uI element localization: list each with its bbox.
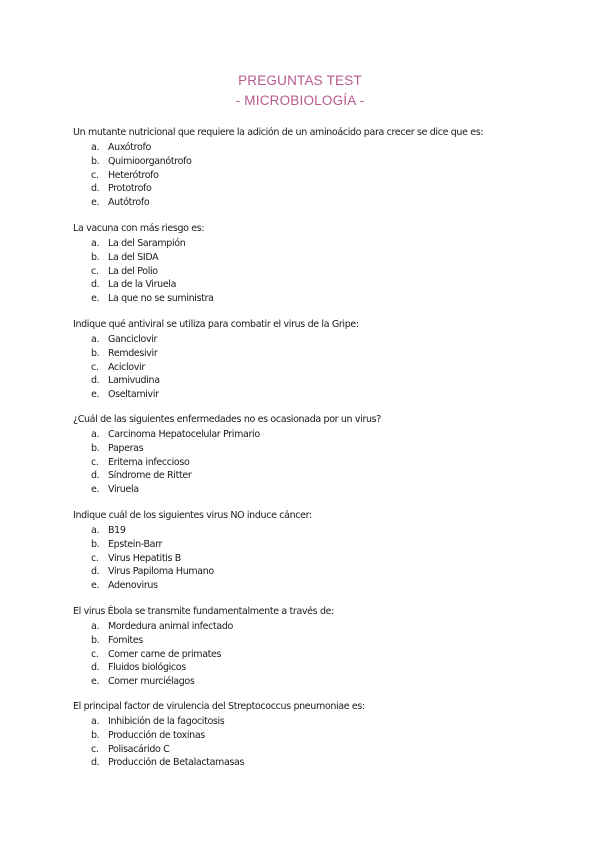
option-a <box>73 428 381 442</box>
option-letter: d. <box>91 757 100 769</box>
option-d <box>73 661 334 675</box>
question-2 <box>73 222 214 305</box>
option-letter: c. <box>91 648 99 660</box>
option-c <box>73 455 381 469</box>
option-c <box>73 647 334 661</box>
options-list <box>73 141 483 209</box>
option-text: Mordedura animal infectado <box>108 621 233 633</box>
option-text: Quimioorganótrofo <box>108 156 192 168</box>
question-text: ¿Cuál de las siguientes enfermedades no es ocasionada por un virus? <box>73 414 381 425</box>
option-text: Ganciclovir <box>108 334 158 346</box>
question-text: Indique qué antiviral se utiliza para combatir el virus de la Gripe: <box>73 319 359 330</box>
option-text: Carcinoma Hepatocelular Primario <box>108 429 260 441</box>
option-a <box>73 524 312 538</box>
option-b <box>73 442 381 456</box>
option-c <box>73 742 365 756</box>
option-text: B19 <box>108 525 126 537</box>
option-a <box>73 237 214 251</box>
option-letter: a. <box>91 238 100 250</box>
option-text: Oseltamivir <box>108 389 159 401</box>
option-text: Auxótrofo <box>108 142 151 154</box>
option-letter: e. <box>91 676 100 688</box>
option-letter: b. <box>91 348 100 360</box>
option-letter: d. <box>91 279 100 291</box>
option-e <box>73 388 359 402</box>
option-text: Virus Hepatitis B <box>108 552 181 564</box>
option-letter: c. <box>91 361 99 373</box>
option-letter: d. <box>91 662 100 674</box>
option-text: Heterótrofo <box>108 169 159 181</box>
option-d <box>73 374 359 388</box>
option-letter: c. <box>91 169 99 181</box>
option-text: Autótrofo <box>108 197 150 209</box>
option-b <box>73 347 359 361</box>
option-letter: c. <box>91 456 99 468</box>
option-text: Virus Papiloma Humano <box>108 566 214 578</box>
option-c <box>73 360 359 374</box>
option-c <box>73 264 214 278</box>
document-title: PREGUNTAS TEST <box>238 73 362 88</box>
option-letter: a. <box>91 621 100 633</box>
question-3 <box>73 318 359 401</box>
option-b <box>73 538 312 552</box>
option-letter: e. <box>91 389 100 401</box>
option-text: Paperas <box>108 443 144 455</box>
option-c <box>73 168 483 182</box>
option-text: Producción de Betalactamasas <box>108 757 245 769</box>
document-subtitle: - MICROBIOLOGÍA - <box>235 93 365 108</box>
option-text: Viruela <box>108 484 139 496</box>
option-letter: b. <box>91 156 100 168</box>
question-text: El virus Ébola se transmite fundamentalmente a través de: <box>73 606 334 617</box>
option-letter: e. <box>91 197 100 209</box>
option-d <box>73 182 483 196</box>
option-b <box>73 251 214 265</box>
option-letter: c. <box>91 265 99 277</box>
option-a <box>73 715 365 729</box>
option-letter: b. <box>91 730 100 742</box>
option-letter: e. <box>91 293 100 305</box>
option-b <box>73 729 365 743</box>
question-4 <box>73 413 381 496</box>
options-list <box>73 237 214 305</box>
option-text: La del Polio <box>108 265 158 277</box>
option-e <box>73 483 381 497</box>
question-text: El principal factor de virulencia del Streptococcus pneumoniae es: <box>73 701 365 712</box>
option-text: Síndrome de Ritter <box>108 470 192 482</box>
option-text: Fluidos biológicos <box>108 662 186 674</box>
question-text: La vacuna con más riesgo es: <box>73 223 205 234</box>
question-6 <box>73 605 334 688</box>
option-letter: b. <box>91 539 100 551</box>
option-letter: a. <box>91 142 100 154</box>
option-e <box>73 675 334 689</box>
option-letter: d. <box>91 183 100 195</box>
option-text: Epstein-Barr <box>108 539 163 551</box>
option-letter: c. <box>91 552 99 564</box>
option-text: La del Sarampión <box>108 238 186 250</box>
option-text: Comer carne de primates <box>108 648 222 660</box>
option-a <box>73 620 334 634</box>
option-text: Prototrofo <box>108 183 152 195</box>
question-text: Un mutante nutricional que requiere la adición de un aminoácido para crecer se dice que es: <box>73 127 484 138</box>
option-letter: d. <box>91 566 100 578</box>
option-text: Aciclovir <box>108 361 145 373</box>
question-1 <box>73 126 483 209</box>
option-text: La que no se suministra <box>108 293 214 305</box>
option-c <box>73 551 312 565</box>
option-d <box>73 278 214 292</box>
option-letter: a. <box>91 429 100 441</box>
option-letter: b. <box>91 635 100 647</box>
option-d <box>73 565 312 579</box>
option-text: Remdesivir <box>108 348 158 360</box>
option-a <box>73 333 359 347</box>
option-d <box>73 469 381 483</box>
option-letter: a. <box>91 716 100 728</box>
option-text: Inhibición de la fagocitosis <box>108 716 225 728</box>
option-text: Lamivudina <box>108 375 160 387</box>
options-list <box>73 428 381 496</box>
option-letter: e. <box>91 484 100 496</box>
option-e <box>73 196 483 210</box>
option-text: Comer murciélagos <box>108 676 195 688</box>
option-d <box>73 756 365 770</box>
option-text: Eritema infeccioso <box>108 456 190 468</box>
option-letter: d. <box>91 470 100 482</box>
option-text: Fomites <box>108 635 143 647</box>
option-e <box>73 579 312 593</box>
question-7 <box>73 700 365 770</box>
options-list <box>73 620 334 688</box>
option-letter: c. <box>91 743 99 755</box>
option-text: La del SIDA <box>108 252 159 264</box>
option-b <box>73 634 334 648</box>
options-list <box>73 524 312 592</box>
option-a <box>73 141 483 155</box>
option-letter: e. <box>91 580 100 592</box>
option-letter: b. <box>91 443 100 455</box>
question-5 <box>73 509 312 592</box>
option-b <box>73 155 483 169</box>
option-text: La de la Viruela <box>108 279 177 291</box>
options-list <box>73 333 359 401</box>
option-text: Adenovirus <box>108 580 158 592</box>
question-text: Indique cuál de los siguientes virus NO induce cáncer: <box>73 510 312 521</box>
options-list <box>73 715 365 770</box>
option-letter: b. <box>91 252 100 264</box>
option-letter: a. <box>91 334 100 346</box>
option-letter: d. <box>91 375 100 387</box>
option-e <box>73 292 214 306</box>
option-text: Producción de toxinas <box>108 730 205 742</box>
option-letter: a. <box>91 525 100 537</box>
option-text: Polisacárido C <box>108 743 170 755</box>
